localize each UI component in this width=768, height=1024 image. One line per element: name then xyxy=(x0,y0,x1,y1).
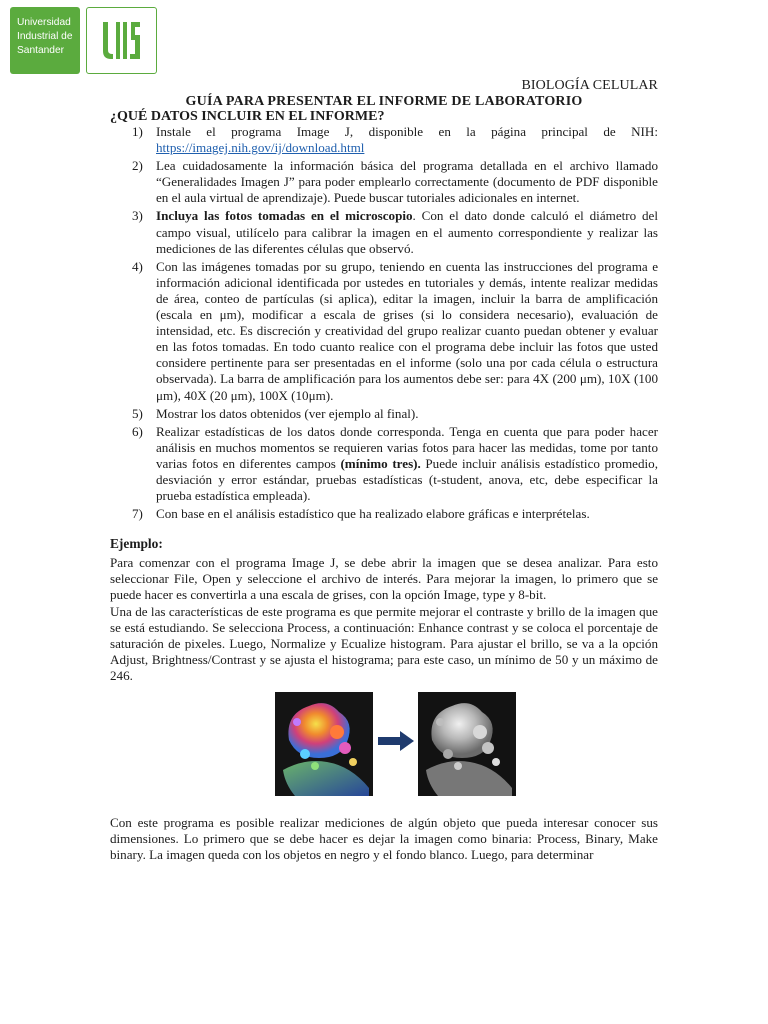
list-item-text: Realizar estadísticas de los datos donde corresponda. Tenga en cuenta que para poder hacer análisis en muchos momentos se requieren varias fotos para hacer las medidas, tome por tanto varias fotos en diferentes campos xyxy=(156,423,658,471)
uis-seal-logo xyxy=(86,7,157,74)
list-item-number: 4) xyxy=(132,258,143,274)
section-question: ¿QUÉ DATOS INCLUIR EN EL INFORME? xyxy=(110,109,385,124)
list-item-text: Lea cuidadosamente la información básica del programa detallada en el archivo llamado “Generalidades Imagen J” para poder emplearlo correctamente (documento de PDF disponible en el aula virtual de aprendizaje). Puede buscar tutoriales adicionales en internet. xyxy=(156,158,658,206)
example-paragraph-2: Una de las características de este programa es que permite mejorar el contraste y brillo de la imagen que se está estudiando. Se selecciona Process, a continuación: Enhance contrast y se coloca el porcentaje de saturación de pixeles. Luego, Normalize y Ecualize histogram. Para ajustar el brillo, se va a la opción Adjust, Brightness/Contrast y se ajusta el histograma; para este caso, un mínimo de 50 y un máximo de 246. xyxy=(110,604,658,684)
list-item-number: 5) xyxy=(132,405,143,421)
list-item xyxy=(110,424,658,504)
example-paragraph-1: Para comenzar con el programa Image J, se debe abrir la imagen que se desea analizar. Para esto seleccionar File, Open y seleccione el archivo de interés. Para mejorar la imagen, lo primero que se puede hacer es convertirla a una escala de grises, con la opción Image, type y 8-bit. xyxy=(110,555,658,603)
list-item xyxy=(110,259,658,404)
list-item-text: Mostrar los datos obtenidos (ver ejemplo al final). xyxy=(156,405,419,421)
example-heading: Ejemplo: xyxy=(110,536,163,551)
list-item-text: Con base en el análisis estadístico que ha realizado elabore gráficas e interprételas. xyxy=(156,506,590,522)
list-item-bold-text: Incluya las fotos tomadas en el microscopio xyxy=(156,208,413,224)
uis-letters-icon xyxy=(87,8,155,72)
arrow-right-icon xyxy=(378,731,414,756)
cell-micrograph-color xyxy=(275,692,373,796)
list-item xyxy=(110,406,658,422)
university-logo xyxy=(10,7,80,74)
download-link[interactable]: https://imagej.nih.gov/ij/download.html xyxy=(156,140,365,156)
list-item-text: Puede incluir análisis estadístico promedio, desviación y error estándar, pruebas estadísticas (t-student, anova, etc, debe especificar la prueba estadística empleada). xyxy=(156,455,658,504)
list-item-number: 7) xyxy=(132,506,143,522)
university-name-line-1: Universidad xyxy=(17,17,71,28)
list-item-number: 3) xyxy=(132,208,143,224)
example-paragraph-3: Con este programa es posible realizar mediciones de algún objeto que pueda interesar conocer sus dimensiones. Lo primero que se debe hacer es dejar la imagen como binaria: Process, Binary, Make binary. La imagen queda con los objetos en negro y el fondo blanco. Luego, para determinar xyxy=(110,815,658,863)
list-item-text: Instale el programa Image J, disponible en la página principal de NIH: xyxy=(156,124,658,139)
list-item-number: 6) xyxy=(132,423,143,439)
course-name: BIOLOGÍA CELULAR xyxy=(521,78,658,93)
list-item-number: 2) xyxy=(132,158,143,174)
list-item-text: Con las imágenes tomadas por su grupo, teniendo en cuenta las instrucciones del programa e información adicional identificada por ustedes en tutoriales y demás, intente realizar medidas de área, conteo de partículas (si aplica), editar la imagen, incluir la barra de amplificación (escala en μm), modificar a escala de grises (si lo considera necesario), evaluación de intensidad, etc. Es discreción y creatividad del grupo realizar cuanto puedan obtener y evaluar en las fotos tomadas. En todo cuanto realice con el programa debe incluir las fotos que usted considere pertinente para ser presentadas en el informe (solo una por cada célula o estructura observada). La barra de amplificación para los aumentos debe ser: para 4X (200 μm), 10X (100 μm), 40X (20 μm), 100X (10μm). xyxy=(156,258,658,403)
list-item-text: . Con el dato donde calculó el diámetro del campo visual, utilícelo para calibrar la imagen en el aumento correspondiente y realizar las mediciones de las diferentes células que observó. xyxy=(156,208,658,256)
list-item xyxy=(110,208,658,256)
cell-micrograph-grayscale xyxy=(418,692,516,796)
list-item-bold-text: (mínimo tres). xyxy=(340,455,421,471)
university-name-line-3: Santander xyxy=(17,45,65,56)
list-item xyxy=(110,506,658,522)
instructions-list xyxy=(110,124,658,524)
list-item xyxy=(110,124,658,156)
list-item-number: 1) xyxy=(132,124,143,139)
list-item xyxy=(110,158,658,206)
university-name-line-2: Industrial de xyxy=(17,31,73,42)
page-title: GUÍA PARA PRESENTAR EL INFORME DE LABORATORIO xyxy=(185,94,583,109)
